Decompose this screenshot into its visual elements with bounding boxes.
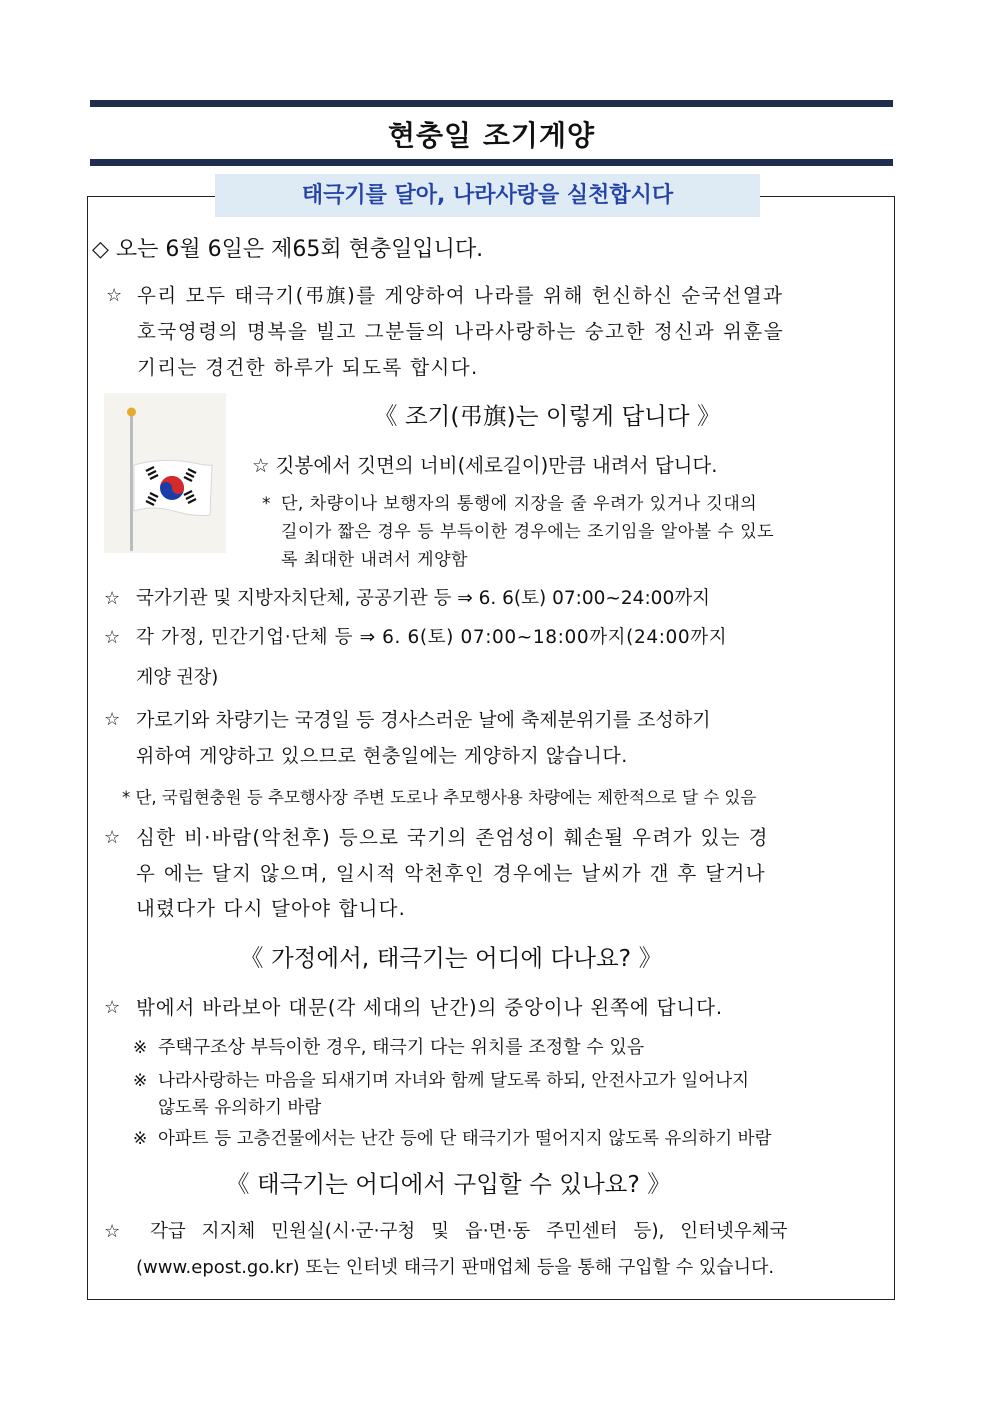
weather-line: 우 에는 달지 않으며, 일시적 악천후인 경우에는 날씨가 갠 후 달거나 <box>136 862 766 885</box>
reference-mark: ※ <box>133 1071 148 1091</box>
star-icon: ☆ <box>104 627 121 648</box>
section2-note: 않도록 유의하기 바람 <box>158 1098 322 1118</box>
flagpole-finial <box>127 408 136 417</box>
section1-note-line: 길이가 짧은 경우 등 부득이한 경우에는 조기임을 알아볼 수 있도 <box>281 522 775 542</box>
weather-line: 내렸다가 다시 달아야 합니다. <box>136 897 407 920</box>
street-flag-line: 가로기와 차량기는 국경일 등 경사스러운 날에 축제분위기를 조성하기 <box>136 709 711 731</box>
reference-mark: ※ <box>133 1129 148 1149</box>
top-rule <box>90 100 893 107</box>
star-icon: ☆ <box>104 709 121 730</box>
street-flag-line: 위하여 게양하고 있으므로 현충일에는 게양하지 않습니다. <box>136 745 628 767</box>
note-mark: * <box>262 494 271 514</box>
section1-heading: 《 조기(弔旗)는 이렇게 답니다 》 <box>374 402 721 430</box>
section1-rule: ☆ 깃봉에서 깃면의 너비(세로길이)만큼 내려서 답니다. <box>252 454 718 477</box>
section1-note-line: 록 최대한 내려서 게양함 <box>281 550 468 570</box>
section3-heading: 《 태극기는 어디에서 구입할 수 있나요? 》 <box>226 1170 671 1198</box>
purchase-line: (www.epost.go.kr) 또는 인터넷 태극기 판매업체 등을 통해 구입할 수 있습니다. <box>136 1257 775 1278</box>
half-mast-flag-image <box>104 393 226 553</box>
section2-note: 나라사랑하는 마음을 되새기며 자녀와 함께 달도록 하되, 안전사고가 일어나지 <box>158 1071 750 1091</box>
intro-headline: ◇ 오는 6월 6일은 제65회 현충일입니다. <box>92 237 484 262</box>
flagpole <box>130 415 133 551</box>
purchase-line: 각급 지지체 민원실(시·군·구청 및 읍·면·동 주민센터 등), 인터넷우체국 <box>150 1221 788 1242</box>
section2-heading: 《 가정에서, 태극기는 어디에 다나요? 》 <box>240 944 663 972</box>
home-display-period: 각 가정, 민간기업·단체 등 ⇒ 6. 6(토) 07:00~18:00까지(24:00까지 <box>136 627 728 648</box>
taegeuk-icon <box>160 476 184 500</box>
banner: 태극기를 달아, 나라사랑을 실천합시다 <box>215 174 760 217</box>
intro-line: 우리 모두 태극기(弔旗)를 게양하여 나라를 위해 헌신하신 순국선열과 <box>137 284 784 307</box>
weather-line: 심한 비·바람(악천후) 등으로 국기의 존엄성이 훼손될 우려가 있는 경 <box>136 826 769 849</box>
page-title: 현충일 조기게양 <box>387 119 596 152</box>
bottom-rule <box>90 159 893 166</box>
star-icon: ☆ <box>104 997 121 1018</box>
star-icon: ☆ <box>104 827 121 848</box>
section2-main: 밖에서 바라보아 대문(각 세대의 난간)의 중앙이나 왼쪽에 답니다. <box>136 996 723 1019</box>
star-icon: ☆ <box>106 285 123 306</box>
section2-note: 주택구조상 부득이한 경우, 태극기 다는 위치를 조정할 수 있음 <box>158 1037 645 1058</box>
home-display-period-cont: 게양 권장) <box>136 667 219 688</box>
reference-mark: ※ <box>133 1038 148 1058</box>
section2-note: 아파트 등 고층건물에서는 난간 등에 단 태극기가 떨어지지 않도록 유의하기 바람 <box>158 1129 772 1149</box>
intro-line: 호국영령의 명복을 빌고 그분들의 나라사랑하는 숭고한 정신과 위훈을 <box>137 320 785 343</box>
intro-line: 기리는 경건한 하루가 되도록 합시다. <box>137 356 479 379</box>
gov-display-period: 국가기관 및 지방자치단체, 공공기관 등 ⇒ 6. 6(토) 07:00~24:00까지 <box>136 588 710 609</box>
section1-note-line: 단, 차량이나 보행자의 통행에 지장을 줄 우려가 있거나 깃대의 <box>281 494 758 514</box>
street-flag-note: * 단, 국립현충원 등 추모행사장 주변 도로나 추모행사용 차량에는 제한적으로 달 수 있음 <box>122 788 757 807</box>
star-icon: ☆ <box>104 588 121 609</box>
star-icon: ☆ <box>104 1221 121 1242</box>
